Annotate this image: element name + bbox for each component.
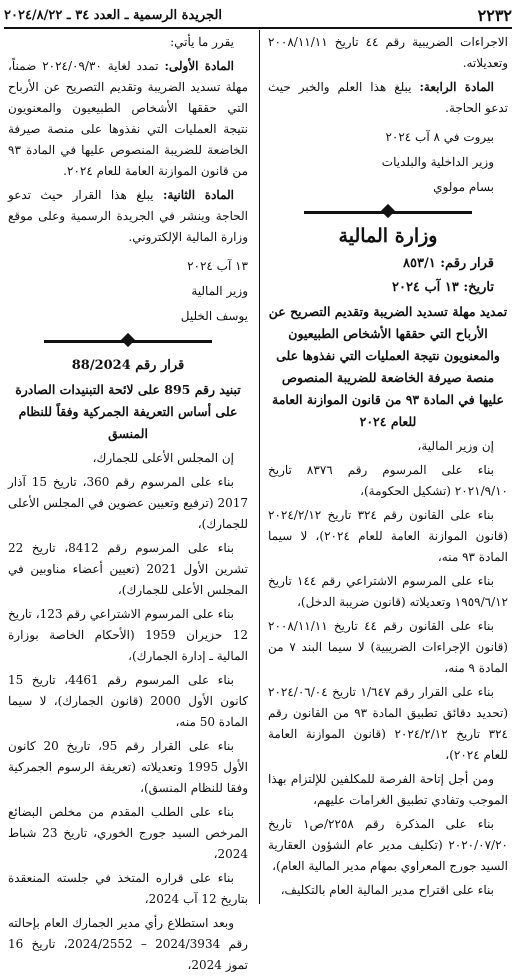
recital-1: بناء على المرسوم رقم ٨٣٧٦ تاريخ ٢٠٢١/٩/١٠ (تشكيل الحكومة)، <box>268 463 508 498</box>
article-2-label: المادة الثانية: <box>162 188 235 202</box>
recital-3: بناء على المرسوم الاشتراعي رقم ١٤٤ تاريخ ١٩٥٩/٦/١٢ وتعديلاته (قانون ضريبة الدخل)، <box>268 574 508 609</box>
council-recital-3: بناء على المرسوم الاشتراعي رقم 123، تاريخ 12 حزيران 1959 (الأحكام الخاصة بوزارة المالية ـ إدارة الجمارك)، <box>8 607 249 663</box>
council-intro: إن المجلس الأعلى للجمارك، <box>92 451 234 465</box>
divider-diamond-icon <box>381 204 395 218</box>
gazette-issue-info: الجريدة الرسمية ـ العدد ٣٤ ـ ٢٠٢٤/٨/٢٢ <box>4 7 223 23</box>
signature-name: بسام مولوي <box>433 180 494 194</box>
decision-2-title: تبنيد رقم 895 على لائحة التبنيدات الصادرة على أساس التعريفة الجمركية وفقاً للنظام المنسق <box>15 382 241 441</box>
decision-2-number: قرار رقم 88/2024 <box>71 358 185 373</box>
recital-4: بناء على القانون رقم ٤٤ تاريخ ٢٠٠٨/١١/١١ (قانون الإجراءات الضريبية) لا سيما البند ٧ من المادة ٩ منه، <box>268 619 508 675</box>
council-recital-6: بناء على الطلب المقدم من مخلص البضائع المرخص السيد جورج الخوري، تاريخ 23 شباط 2024، <box>8 805 248 861</box>
recital-2: بناء على القانون رقم ٣٢٤ تاريخ ٢٠٢٤/٢/١٢ (قانون الموازنة العامة للعام ٢٠٢٤)، لا سيما المادة ٩٣ منه، <box>268 508 509 564</box>
right-column <box>268 32 508 904</box>
decision-intro: إن وزير المالية، <box>417 439 494 453</box>
left-column <box>8 32 248 979</box>
signature-date: ١٣ آب ٢٠٢٤ <box>187 259 248 273</box>
ministry-heading: وزارة المالية <box>338 225 438 247</box>
recital-7: بناء على المذكرة رقم ٢٢٥٨/ص١ تاريخ ٢٠٢٠/٠٧/٢٠ (تكليف مدير عام الشؤون العقارية السيد جورج المعراوي بمهام مدير المالية العام)، <box>268 817 508 873</box>
recital-5: بناء على القرار رقم ١/٦٤٧ تاريخ ٢٠٢٤/٠٦/٠٤ (تحديد دقائق تطبيق المادة ٩٣ من القانون رقم ٣٢٤ تاريخ ٢٠٢٤/٢/١٢ (قانون الموازنة العامة للعام ٢٠٢٤)، <box>268 685 508 762</box>
decides-line: يقرر ما يأتي: <box>170 35 234 49</box>
decision-date: تاريخ: ١٣ آب ٢٠٢٤ <box>391 280 494 295</box>
article-2-text: يبلغ هذا القرار حيث تدعو الحاجة وينشر في الجريدة الرسمية وعلى موقع وزارة المالية الإلكتروني. <box>8 188 248 244</box>
recital-6: ومن أجل إتاحة الفرصة للمكلفين للإلتزام بهذا الموجب وتفادي تطبيق الغرامات عليهم، <box>268 772 508 807</box>
article-4-label: المادة الرابعة: <box>419 80 494 94</box>
council-recital-2: بناء على المرسوم رقم 8412، تاريخ 22 تشرين الأول 2021 (تعيين أعضاء مناوبين في المجلس الأعلى للجمارك)، <box>8 541 248 597</box>
section-divider <box>8 333 248 349</box>
article-4-text: يبلغ هذا العلم والخبر حيث تدعو الحاجة. <box>268 80 508 115</box>
article-4 <box>268 77 508 119</box>
column-divider <box>259 30 260 904</box>
signature-title: وزير المالية <box>191 284 248 298</box>
header-rule <box>4 27 512 29</box>
council-recital-5: بناء على القرار رقم 95، تاريخ 20 كانون الأول 1995 وتعديلاته (تعريفة الرسوم الجمركية وفقا للنظام المنسق)، <box>8 739 248 795</box>
council-recital-1: بناء على المرسوم رقم 360، تاريخ 15 آذار 2017 (ترفيع وتعيين عضوين في المجلس الأعلى للجمارك)، <box>8 475 248 531</box>
interior-signature-block <box>268 127 508 198</box>
article-2 <box>8 185 248 248</box>
decision-number: قرار رقم: ٨٥٣/١ <box>403 256 494 271</box>
article-1 <box>8 56 248 182</box>
council-recital-8: وبعد استطلاع رأي مدير الجمارك العام بإحالته رقم 2024/3934 – 2024/2552، تاريخ 16 تموز 2024، <box>8 916 248 972</box>
article-1-text: تمدد لغاية ٢٠٢٤/٠٩/٣٠ ضمناً، مهلة تسديد الضريبة وتقديم التصريح عن الأرباح التي حققها الأشخاص الطبيعيون والمعنويون نتيجة العمليات التي نفذوها على منصة صيرفة الخاضعة للضريبة المنصوص عليها في المادة ٩٣ من قانون الموازنة العامة للعام ٢٠٢٤. <box>8 59 248 178</box>
continued-text: الاجراءات الضريبية رقم ٤٤ تاريخ ٢٠٠٨/١١/١١ وتعديلاته. <box>268 35 508 70</box>
article-1-label: المادة الأولى: <box>164 59 234 73</box>
signature-place-date: بيروت في ٨ آب ٢٠٢٤ <box>385 130 494 144</box>
signature-name: يوسف الخليل <box>180 309 248 323</box>
divider-diamond-icon <box>121 333 135 347</box>
recital-8: بناء على اقتراح مدير المالية العام بالتكليف، <box>280 883 494 897</box>
council-recital-7: بناء على قراره المتخذ في جلسته المنعقدة بتاريخ 12 آب 2024، <box>8 871 248 906</box>
page-header <box>4 4 512 26</box>
finance-signature-block <box>8 256 248 327</box>
section-divider <box>268 204 508 220</box>
signature-title: وزير الداخلية والبلديات <box>381 155 494 169</box>
decision-title: تمديد مهلة تسديد الضريبة وتقديم التصريح عن الأرباح التي حققها الأشخاص الطبيعيون والمعنويون نتيجة العمليات التي نفذوها على منصة صيرفة الخاضعة للضريبة المنصوص عليها في المادة ٩٣ من قانون الموازنة العامة للعام ٢٠٢٤ <box>268 304 508 429</box>
council-recital-4: بناء على المرسوم رقم 4461، تاريخ 15 كانون الأول 2000 (قانون الجمارك)، لا سيما المادة 50 منه، <box>8 673 248 729</box>
page-number: ٢٢٣٢ <box>477 5 512 25</box>
